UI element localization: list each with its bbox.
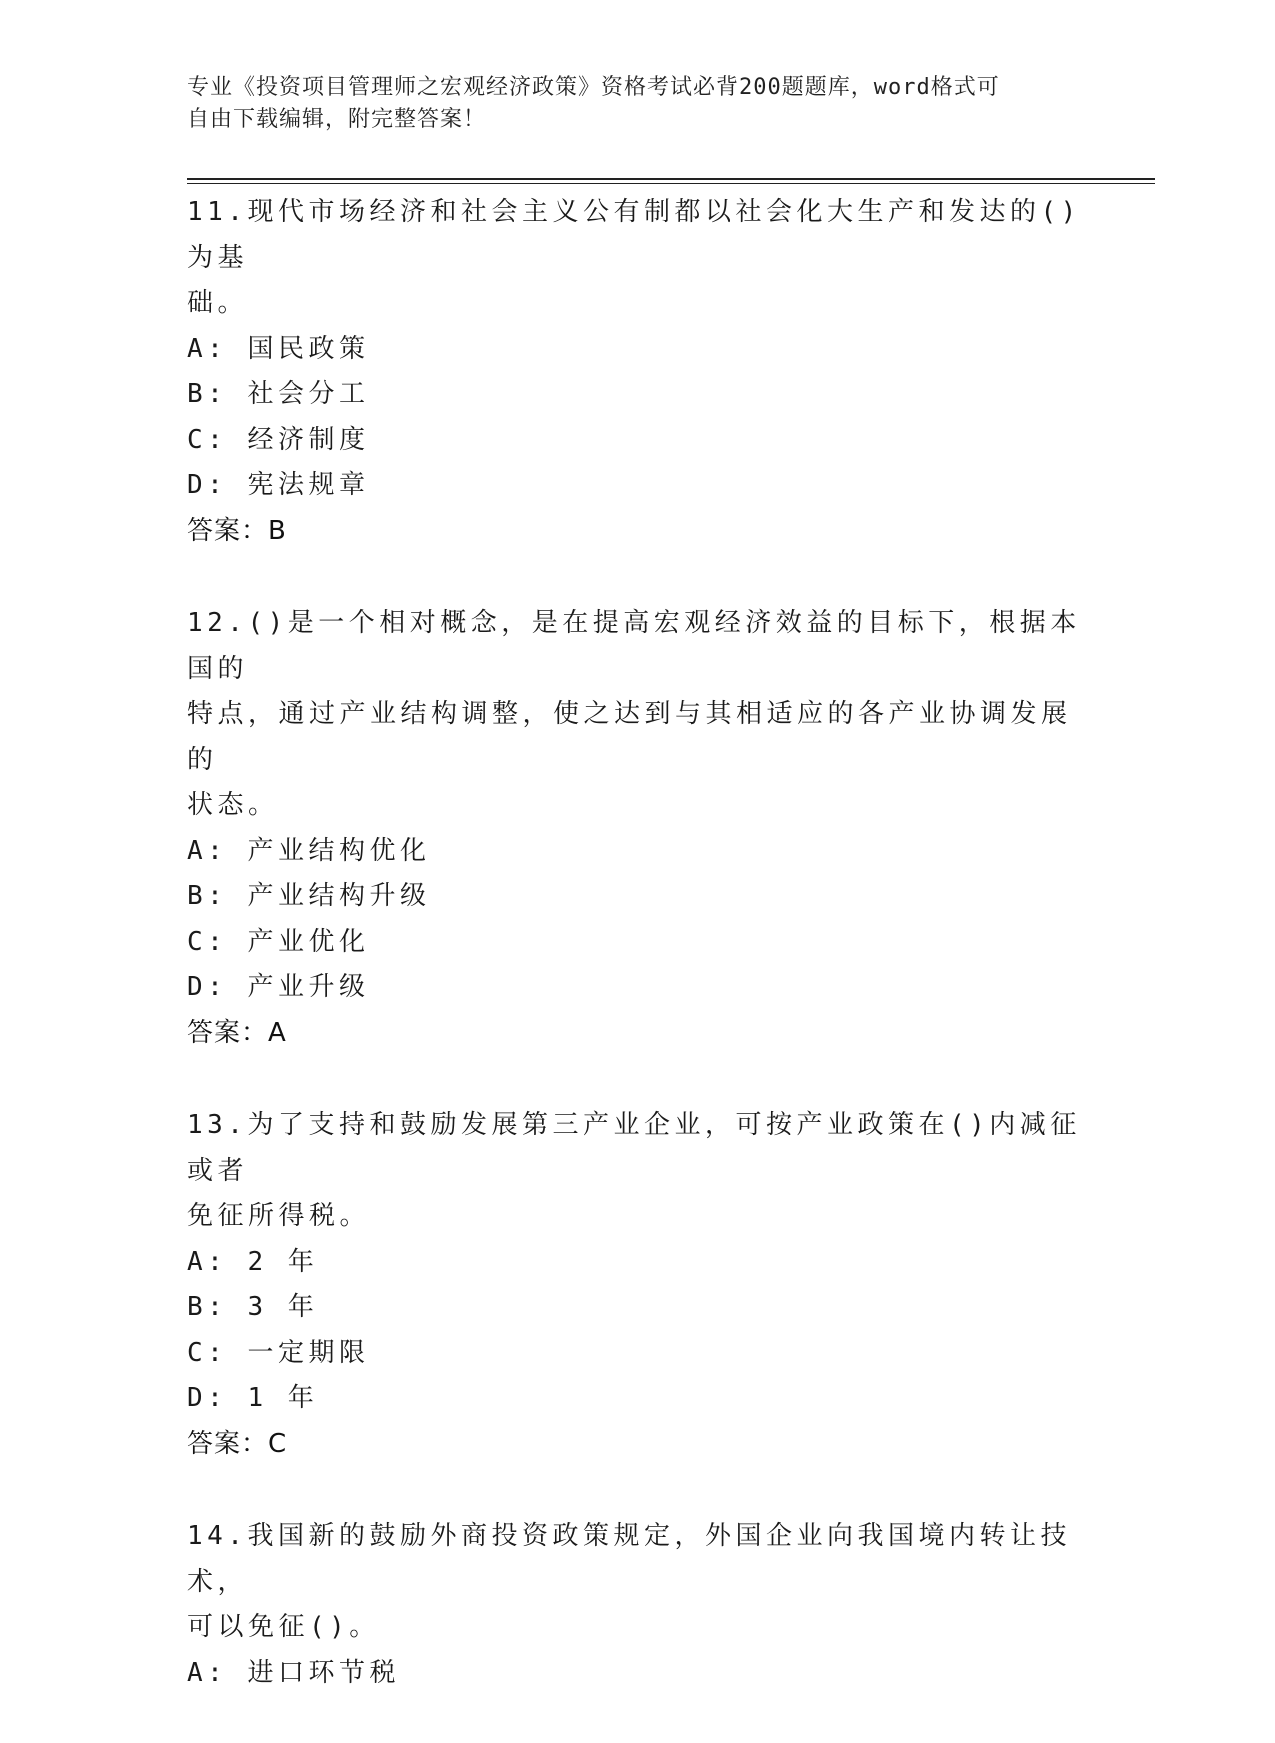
question-stem: 础。 bbox=[187, 288, 249, 318]
option-a: A: 产业结构优化 bbox=[187, 835, 431, 866]
question-13 bbox=[187, 1103, 1087, 1467]
option-c: C: 一定期限 bbox=[187, 1337, 370, 1368]
question-stem: 免征所得税。 bbox=[187, 1201, 371, 1231]
question-stem: 特点，通过产业结构调整，使之达到与其相适应的各产业协调发展的 bbox=[187, 699, 1072, 775]
question-stem: 13.为了支持和鼓励发展第三产业企业，可按产业政策在()内减征或者 bbox=[187, 1110, 1081, 1186]
option-a: A: 2 年 bbox=[187, 1246, 319, 1277]
question-stem: 14.我国新的鼓励外商投资政策规定，外国企业向我国境内转让技术， bbox=[187, 1521, 1071, 1597]
header-divider bbox=[187, 178, 1155, 180]
question-stem: 12.()是一个相对概念，是在提高宏观经济效益的目标下，根据本国的 bbox=[187, 608, 1081, 684]
question-stem: 可以免征()。 bbox=[187, 1612, 380, 1642]
answer-text: 答案：A bbox=[187, 1017, 287, 1048]
question-stem: 11.现代市场经济和社会主义公有制都以社会化大生产和发达的()为基 bbox=[187, 197, 1081, 273]
question-list bbox=[187, 190, 1087, 1743]
answer-text: 答案：B bbox=[187, 515, 287, 546]
header-line: 专业《投资项目管理师之宏观经济政策》资格考试必背200题题库，word格式可 bbox=[187, 75, 1000, 100]
option-d: D: 产业升级 bbox=[187, 972, 370, 1002]
document-header bbox=[187, 72, 1067, 136]
option-d: D: 宪法规章 bbox=[187, 470, 370, 500]
header-divider-thin bbox=[187, 183, 1155, 184]
question-11 bbox=[187, 190, 1087, 554]
option-c: C: 经济制度 bbox=[187, 424, 370, 455]
question-12 bbox=[187, 601, 1087, 1056]
option-a: A: 进口环节税 bbox=[187, 1657, 400, 1688]
option-b: B: 社会分工 bbox=[187, 379, 370, 409]
option-b: B: 3 年 bbox=[187, 1292, 319, 1322]
header-line: 自由下载编辑，附完整答案！ bbox=[187, 107, 487, 132]
option-c: C: 产业优化 bbox=[187, 926, 370, 957]
answer-text: 答案：C bbox=[187, 1428, 288, 1459]
question-14 bbox=[187, 1514, 1087, 1696]
option-a: A: 国民政策 bbox=[187, 333, 370, 364]
option-b: B: 产业结构升级 bbox=[187, 881, 431, 911]
option-d: D: 1 年 bbox=[187, 1383, 319, 1413]
question-stem: 状态。 bbox=[187, 790, 279, 820]
